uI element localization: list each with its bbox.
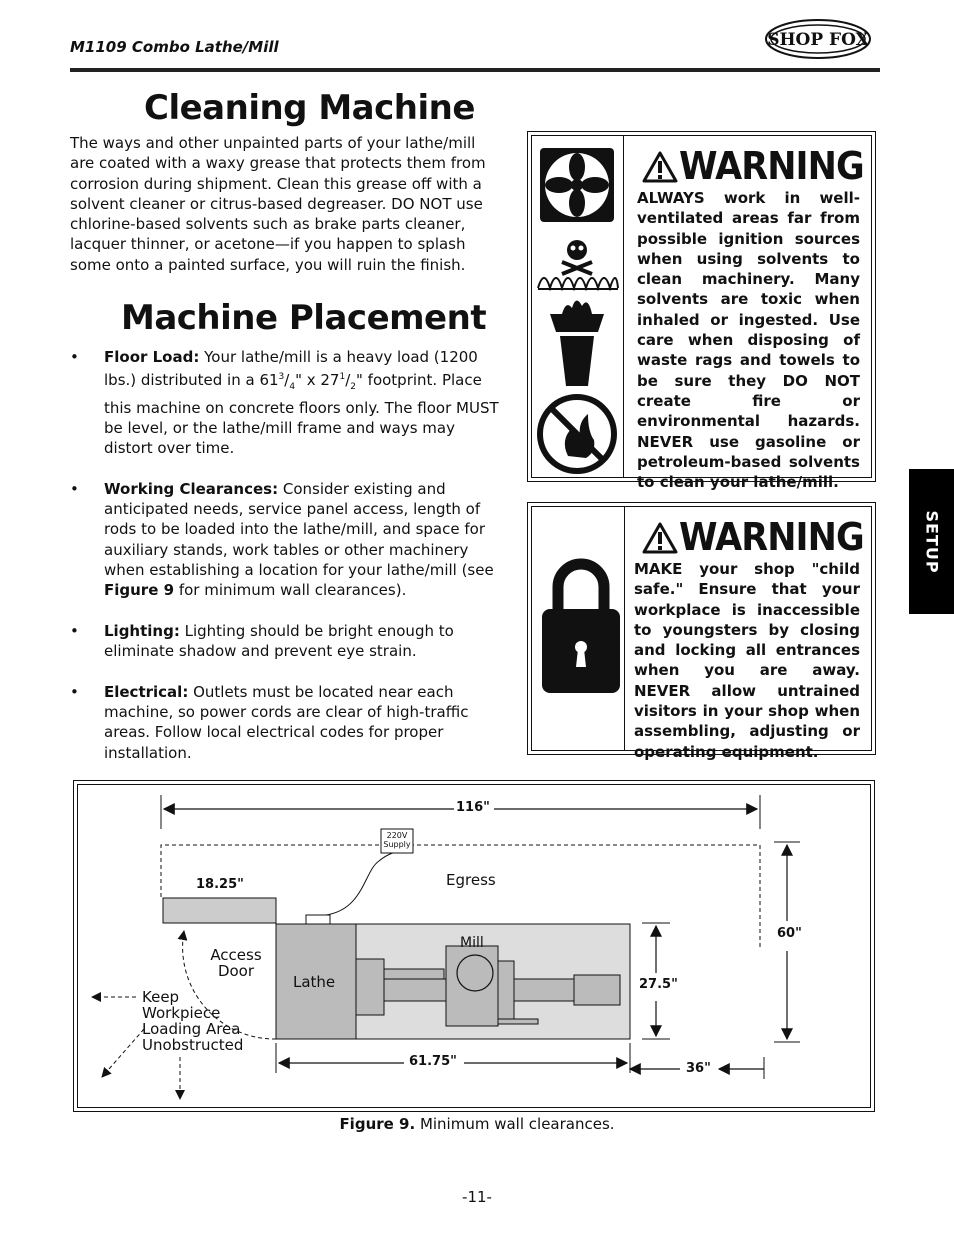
placement-heading: Machine Placement	[121, 298, 487, 338]
fan-icon	[540, 148, 614, 222]
dim-27-5: 27.5"	[639, 977, 678, 992]
warning-box-child-safe	[527, 502, 876, 761]
lathe-label: Lathe	[293, 973, 336, 991]
egress-label: Egress	[446, 871, 496, 889]
dim-36: 36"	[686, 1061, 711, 1076]
electrical-item: • Electrical: Outlets must be located near each machine, so power cords are clear of high-traffic areas. Follow local electrical codes for proper installation.	[70, 682, 502, 763]
header-rule	[70, 68, 880, 72]
shop-fox-logo	[764, 18, 872, 64]
toxic-skull-icon	[538, 240, 618, 289]
access-door-label: Access Door	[210, 946, 262, 980]
page-number: -11-	[462, 1188, 492, 1206]
setup-section-tab: SETUP	[909, 469, 954, 614]
lighting-item: • Lighting: Lighting should be bright enough to eliminate shadow and prevent eye strain.	[70, 621, 502, 662]
dim-116: 116"	[456, 800, 490, 815]
working-clearances-item: • Working Clearances: Consider existing and anticipated needs, service panel access, length of rods to be loaded into the lathe/mill, and space for auxiliary stands, work tables or other machinery when establishing a location for your lathe/mill (see Figure 9 for minimum wall clearances).	[70, 479, 502, 601]
cleaning-paragraph: The ways and other unpainted parts of your lathe/mill are coated with a waxy grease that protects them from corrosion during shipment. Clean this grease off with a solvent cleaner or citrus-based degreaser. DO NOT use chlorine-based solvents such as brake parts cleaner, lacquer thinner, or acetone—if you happen to splash some onto a painted surface, you will ruin the finish.	[70, 134, 486, 274]
cleaning-heading: Cleaning Machine	[144, 88, 475, 128]
warning-title: WARNING	[679, 144, 864, 188]
supply-label: 220V Supply	[383, 831, 411, 849]
mill-label: Mill	[460, 935, 484, 951]
no-fire-icon	[540, 397, 614, 471]
figure-9-box	[73, 780, 875, 1112]
warning-triangle-icon-2	[642, 522, 678, 554]
fire-bin-icon	[550, 300, 604, 386]
keep-clear-label: Keep Workpiece Loading Area Unobstructed	[142, 988, 244, 1054]
warning-text-solvents: ALWAYS work in well-ventilated areas far from possible ignition sources when using solvents to clean machinery. Many solvents are toxic when inhaled or ingested. Use care when disposing of waste rags and towels to be sure they DO NOT create fire or environmental hazards. NEVER use gasoline or petroleum-based solvents to clean your lathe/mill.	[637, 189, 860, 492]
warning-box-solvents	[527, 131, 876, 492]
warning-title-2: WARNING	[679, 515, 864, 559]
figure-caption: Figure 9. Minimum wall clearances.	[339, 1115, 615, 1133]
padlock-icon	[536, 547, 626, 697]
svg-text:SHOP FOX: SHOP FOX	[767, 30, 869, 50]
floor-load-item: • Floor Load: Your lathe/mill is a heavy load (1200 lbs.) distributed in a $61^3/_4$" x $27^1/_2$" footprint. Place this machine on concrete floors only. The floor MUST be level, or the lathe/mill frame and ways may distort over time.	[70, 347, 502, 458]
warning-icons-column	[532, 136, 622, 477]
placement-list	[70, 347, 502, 783]
dim-61-75: 61.75"	[409, 1054, 457, 1069]
document-title: M1109 Combo Lathe/Mill	[70, 38, 279, 56]
warning-text-child-safe: MAKE your shop "child safe." Ensure that your workplace is inaccessible to youngsters by closing and locking all entrances when you are away. NEVER allow untrained visitors in your shop when assembling, adjusting or operating equipment.	[634, 560, 860, 761]
dim-60: 60"	[777, 926, 802, 941]
warning-triangle-icon	[642, 151, 678, 183]
dim-18-25: 18.25"	[196, 877, 244, 892]
